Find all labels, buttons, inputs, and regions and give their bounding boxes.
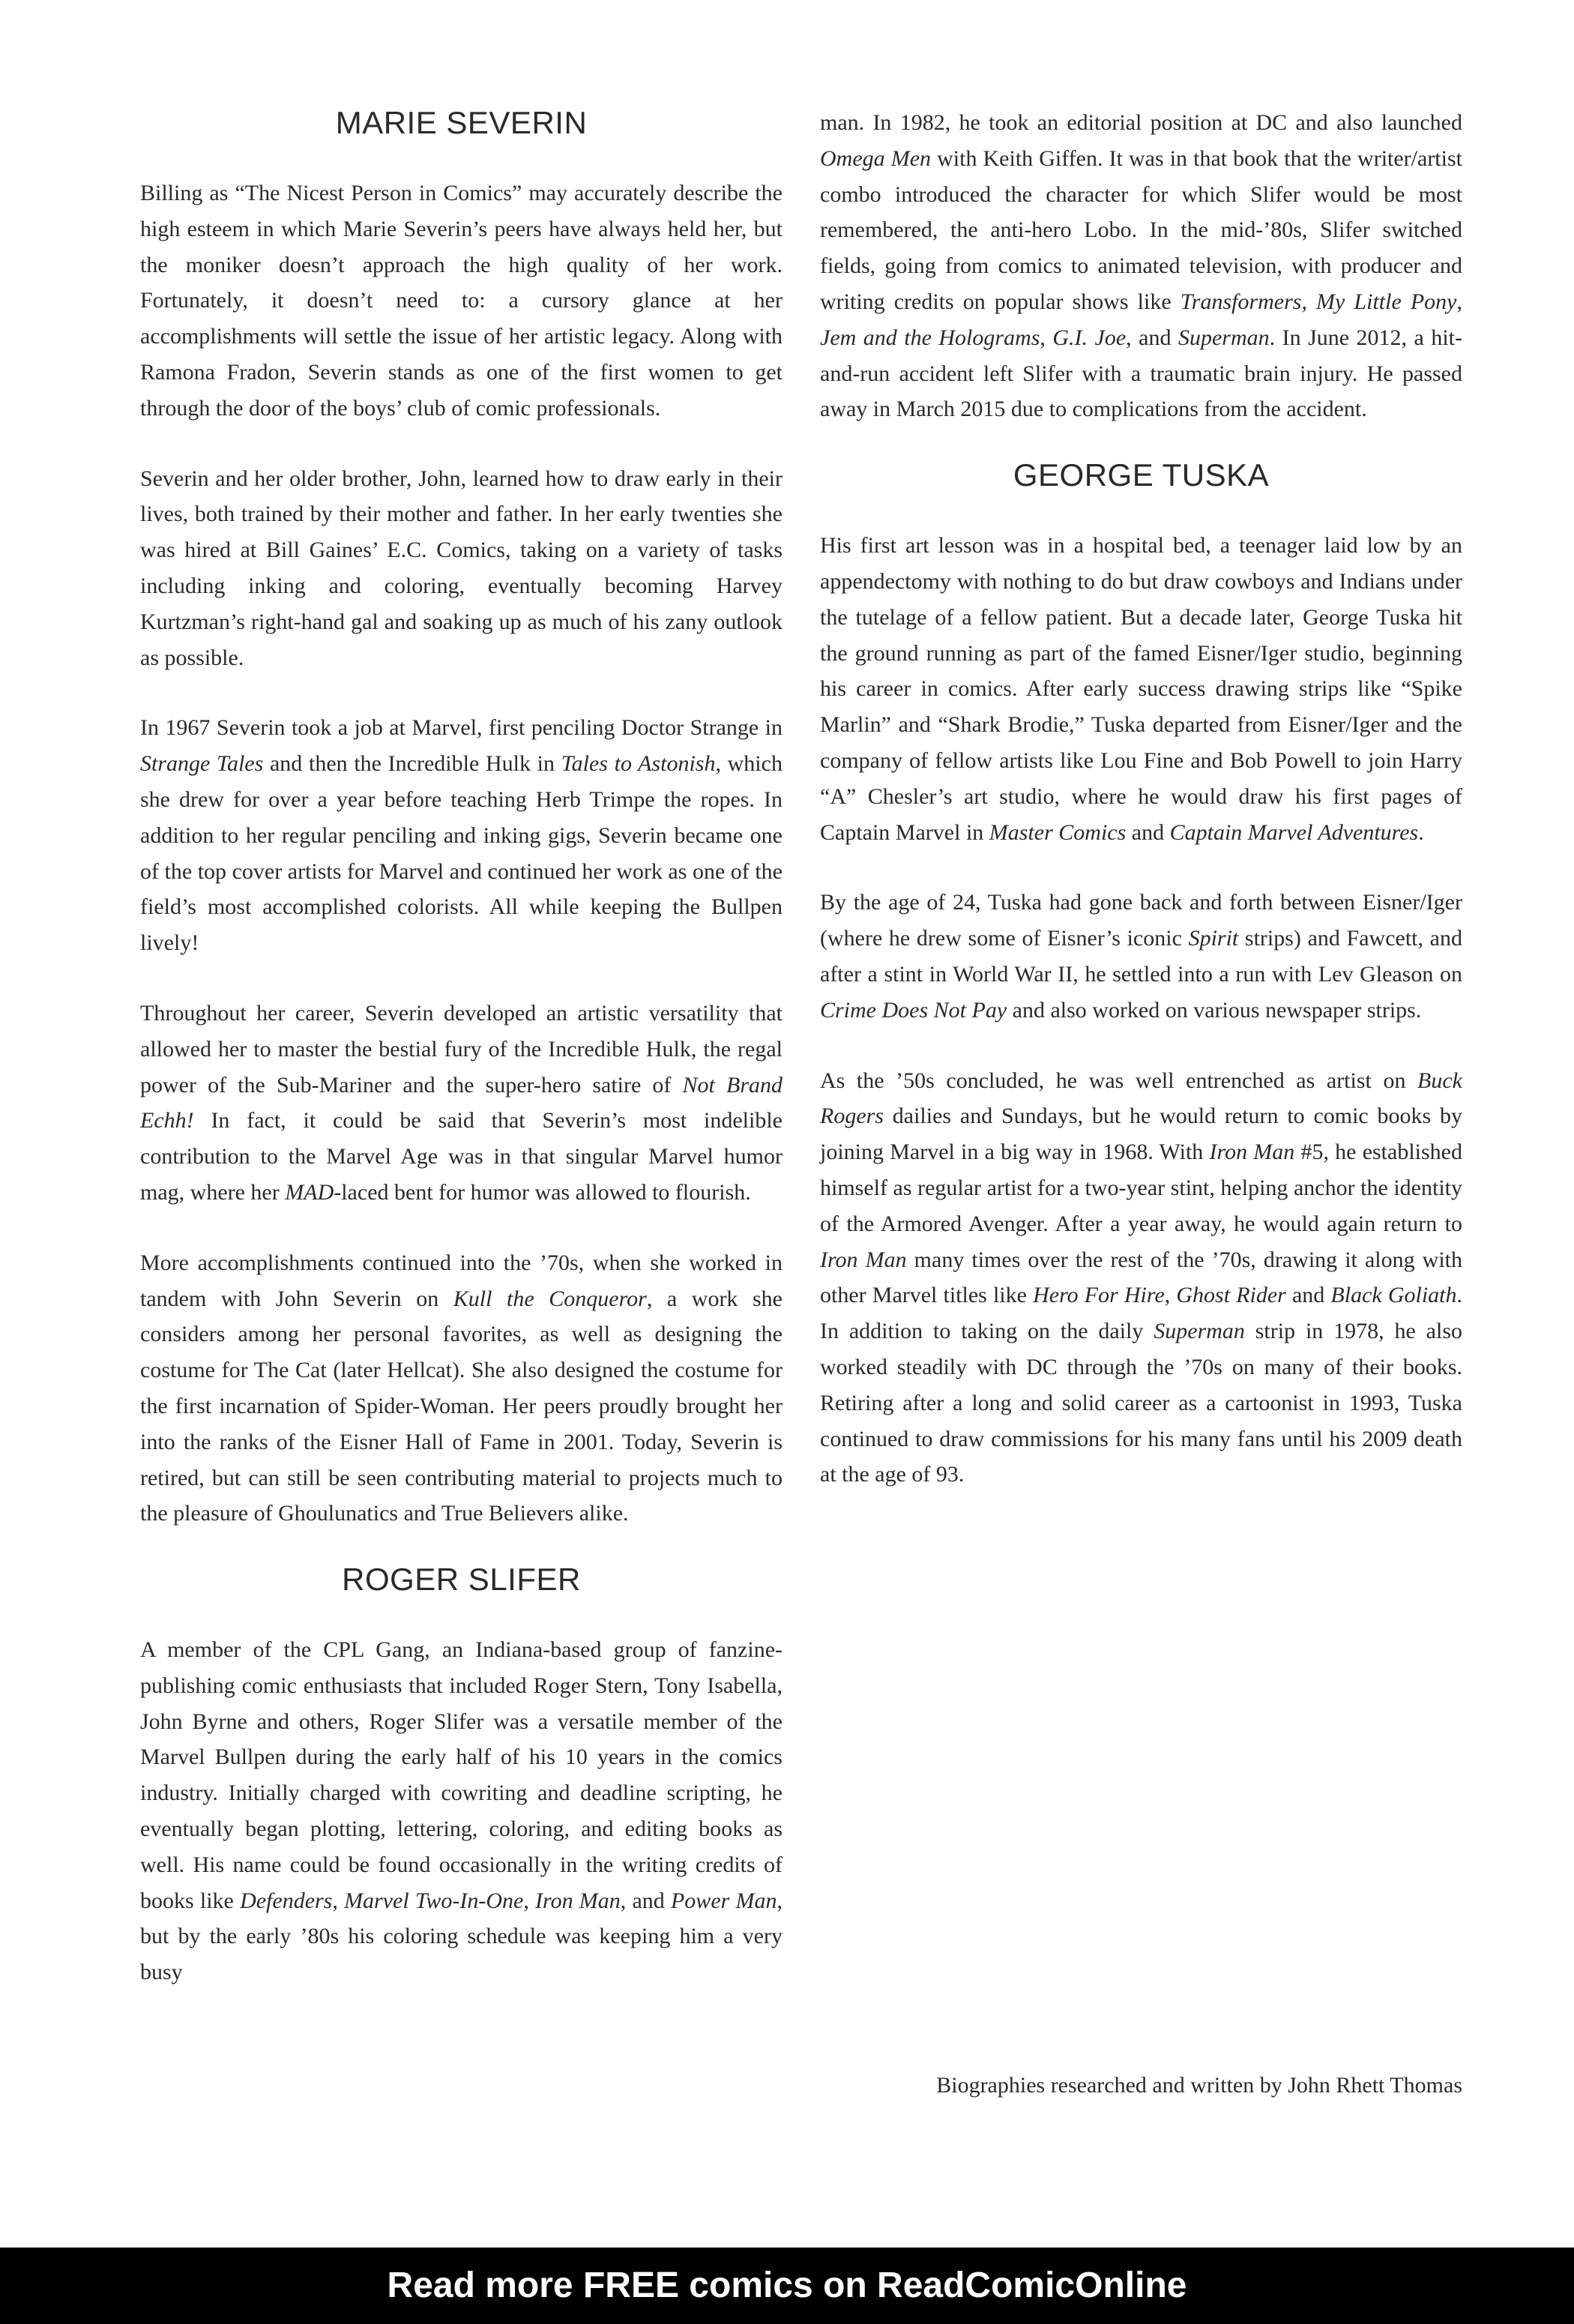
- italic-title: Defenders: [240, 1888, 333, 1913]
- italic-title: Omega Men: [820, 145, 932, 171]
- bio-paragraph: man. In 1982, he took an editorial position at DC and also launched Omega Men with Keith Giffen. It was in that book that the writer/artist combo introduced the character for which Slifer would be most remembered, the anti-hero Lobo. In the mid-’80s, Slifer switched fields, going from comics to animated television, with producer and writing credits on popular shows like Transformers, My Little Pony, Jem and the Holograms, G.I. Joe, and Superman. In June 2012, a hit-and-run accident left Slifer with a traumatic brain injury. He passed away in March 2015 due to complications from the accident.: [820, 110, 1462, 422]
- italic-title: Iron Man: [535, 1888, 621, 1913]
- bio-marie-severin: [140, 105, 783, 1532]
- bio-paragraph: Severin and her older brother, John, learned how to draw early in their lives, both trained by their mother and father. In her early twenties she was hired at Bill Gaines’ E.C. Comics, taking on a variety of tasks including inking and coloring, eventually becoming Harvey Kurtzman’s right-hand gal and soaking up as much of his zany outlook as possible.: [140, 466, 783, 670]
- section-heading: MARIE SEVERIN: [335, 105, 588, 140]
- italic-title: My Little Pony: [1316, 289, 1457, 314]
- bio-paragraph: A member of the CPL Gang, an Indiana-based group of fanzine-publishing comic enthusiasts that included Roger Stern, Tony Isabella, John Byrne and others, Roger Slifer was a versatile member of the Marvel Bullpen during the early half of his 10 years in the comics industry. Initially charged with cowriting and deadline scripting, he eventually began plotting, lettering, coloring, and editing books as well. His name could be found occasionally in the writing credits of books like Defenders, Marvel Two-In-One, Iron Man, and Power Man, but by the early ’80s his coloring schedule was keeping him a very busy: [140, 1637, 783, 1985]
- bio-body: [820, 105, 1462, 427]
- right-column: [820, 105, 1462, 1523]
- bio-paragraph: In 1967 Severin took a job at Marvel, first penciling Doctor Strange in Strange Tales and then the Incredible Hulk in Tales to Astonish, which she drew for over a year before teaching Herb Trimpe the ropes. In addition to her regular penciling and inking gigs, Severin became one of the top cover artists for Marvel and continued her work as one of the field’s most accomplished colorists. All while keeping the Bullpen lively!: [140, 715, 783, 956]
- bio-paragraph: His first art lesson was in a hospital bed, a teenager laid low by an appendectomy with nothing to do but draw cowboys and Indians under the tutelage of a fellow patient. But a decade later, George Tuska hit the ground running as part of the famed Eisner/Iger studio, beginning his career in comics. After early success drawing strips like “Spike Marlin” and “Shark Brodie,” Tuska departed from Eisner/Iger and the company of fellow artists like Lou Fine and Bob Powell to join Harry “A” Chesler’s art studio, where he would draw his first pages of Captain Marvel in Master Comics and Captain Marvel Adventures.: [820, 533, 1462, 845]
- italic-title: Strange Tales: [140, 751, 264, 777]
- italic-title: Jem and the Holograms: [820, 325, 1040, 350]
- italic-title: Crime Does Not Pay: [820, 997, 1007, 1023]
- bio-roger-slifer-continued: [820, 105, 1462, 427]
- italic-title: Spirit: [1188, 926, 1239, 951]
- section-heading: ROGER SLIFER: [342, 1562, 581, 1598]
- italic-title: Superman: [1178, 325, 1270, 350]
- bio-body: [140, 1632, 783, 1990]
- bio-body: [820, 528, 1462, 1493]
- bio-paragraph: As the ’50s concluded, he was well entrenched as artist on Buck Rogers dailies and Sundays, but he would return to comic books by joining Marvel in a big way in 1968. With Iron Man #5, he established himself as regular artist for a two-year stint, helping anchor the identity of the Armored Avenger. After a year away, he would again return to Iron Man many times over the rest of the ’70s, drawing it along with other Marvel titles like Hero For Hire, Ghost Rider and Black Goliath. In addition to taking on the daily Superman strip in 1978, he also worked steadily with DC through the ’70s on many of their books. Retiring after a long and solid career as a cartoonist in 1993, Tuska continued to draw commissions for his many fans until his 2009 death at the age of 93.: [820, 1068, 1463, 1487]
- bio-paragraph: More accomplishments continued into the ’70s, when she worked in tandem with John Severin on Kull the Conqueror, a work she considers among her personal favorites, as well as designing the costume for The Cat (later Hellcat). She also designed the costume for the first incarnation of Spider-Woman. Her peers proudly brought her into the ranks of the Eisner Hall of Fame in 2001. Today, Severin is retired, but can still be seen contributing material to projects much to the pleasure of Ghoulunatics and True Believers alike.: [140, 1250, 783, 1526]
- italic-title: Tales to Astonish: [561, 751, 716, 777]
- bio-paragraph: By the age of 24, Tuska had gone back and forth between Eisner/Iger (where he drew some of Eisner’s iconic Spirit strips) and Fawcett, and after a stint in World War II, he settled into a run with Lev Gleason on Crime Does Not Pay and also worked on various newspaper strips.: [820, 890, 1462, 1023]
- promo-banner[interactable]: Read more FREE comics on ReadComicOnline: [0, 2248, 1574, 2324]
- italic-title: Captain Marvel Adventures: [1169, 819, 1419, 845]
- italic-title: Kull the Conqueror: [453, 1286, 647, 1311]
- italic-title: Marvel Two-In-One: [344, 1888, 524, 1913]
- bio-paragraph: Billing as “The Nicest Person in Comics” may accurately describe the high esteem in which Marie Severin’s peers have always held her, but the moniker doesn’t approach the high quality of her work. Fortunately, it doesn’t need to: a cursory glance at her accomplishments will settle the issue of her artistic legacy. Along with Ramona Fradon, Severin stands as one of the first women to get through the door of the boys’ club of comic professionals.: [140, 181, 783, 421]
- italic-title: Black Goliath: [1330, 1283, 1457, 1308]
- bio-paragraph: Throughout her career, Severin developed an artistic versatility that allowed her to master the bestial fury of the Incredible Hulk, the regal power of the Sub-Mariner and the super-hero satire of Not Brand Echh! In fact, it could be said that Severin’s most indelible contribution to the Marvel Age was in that singular Marvel humor mag, where her MAD-laced bent for humor was allowed to flourish.: [140, 1000, 783, 1205]
- italic-title: Not Brand Echh!: [140, 1072, 783, 1134]
- section-heading: GEORGE TUSKA: [1013, 457, 1270, 493]
- italic-title: Master Comics: [989, 819, 1127, 845]
- italic-title: Power Man: [670, 1888, 777, 1913]
- italic-title: Buck Rogers: [820, 1068, 1462, 1129]
- italic-title: Ghost Rider: [1176, 1283, 1286, 1308]
- italic-title: Iron Man: [820, 1247, 907, 1272]
- italic-title: Transformers: [1180, 289, 1302, 314]
- left-column: [140, 105, 783, 2020]
- italic-title: Superman: [1154, 1319, 1245, 1344]
- italic-title: Hero For Hire: [1033, 1283, 1165, 1308]
- author-credit: Biographies researched and written by John Rhett Thomas: [936, 2073, 1462, 2098]
- italic-title: G.I. Joe: [1052, 325, 1127, 350]
- bio-body: [140, 175, 783, 1532]
- italic-title: Iron Man: [1209, 1140, 1295, 1165]
- bio-roger-slifer: [140, 1562, 783, 1990]
- italic-title: MAD: [285, 1179, 334, 1205]
- bio-george-tuska: [820, 457, 1462, 1493]
